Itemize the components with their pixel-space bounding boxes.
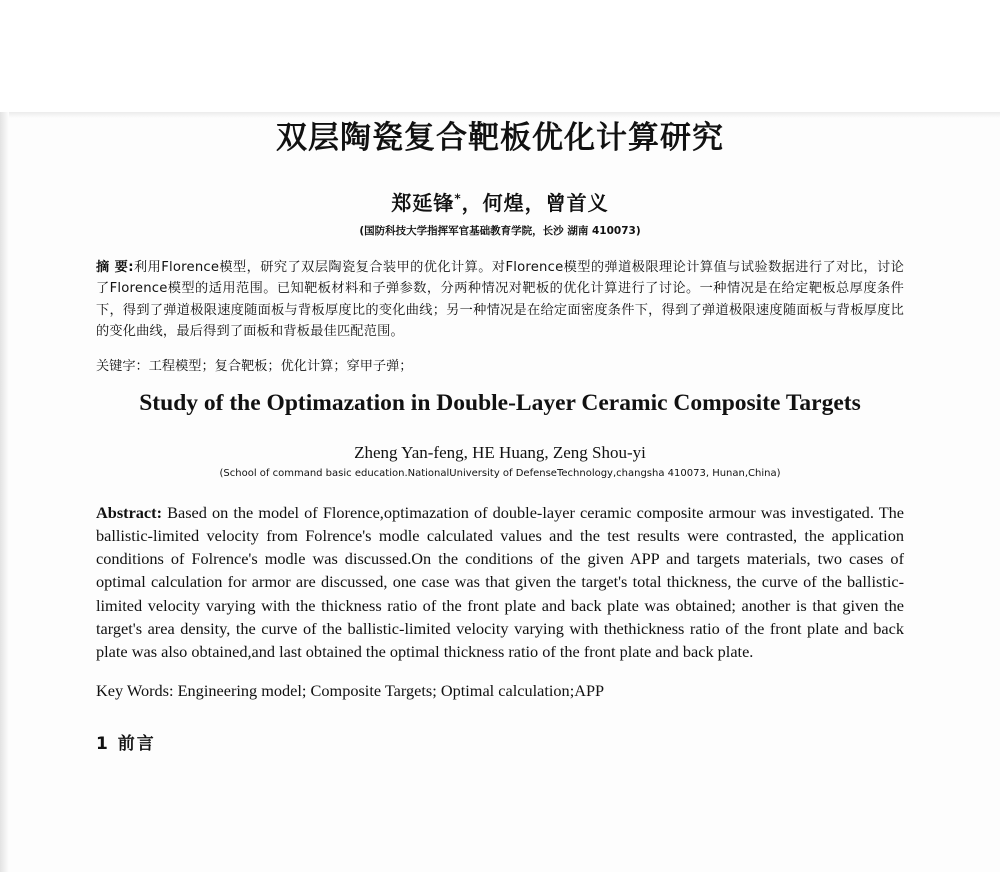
section-1-heading: 1 前言 xyxy=(96,734,156,755)
english-keywords: Key Words: Engineering model; Composite Targets; Optimal calculation;APP xyxy=(96,681,605,701)
chinese-abstract xyxy=(96,257,904,343)
chinese-abstract-label: 摘 要: xyxy=(96,260,134,275)
english-abstract-label: Abstract: xyxy=(96,503,163,522)
chinese-title: 双层陶瓷复合靶板优化计算研究 xyxy=(276,120,724,156)
scan-edge-top xyxy=(0,112,1000,118)
corresponding-author-marker: * xyxy=(454,191,462,206)
chinese-abstract-text: 利用Florence模型，研究了双层陶瓷复合装甲的优化计算。对Florence模型的弹道极限理论计算值与试验数据进行了对比，讨论了Florence模型的适用范围。已知靶板材料和子弹参数，分两种情况对靶板的优化计算进行了讨论。一种情况是在给定靶板总厚度条件下，得到了弹道极限速度随面板与背板厚度比的变化曲线；另一种情况是在给定面密度条件下，得到了弹道极限速度随面板与背板厚度比的变化曲线，最后得到了面板和背板最佳匹配范围。 xyxy=(96,260,904,340)
english-abstract xyxy=(96,501,904,663)
chinese-author-first: 郑延锋 xyxy=(391,191,455,215)
english-authors: Zheng Yan-feng, HE Huang, Zeng Shou-yi xyxy=(354,443,646,462)
chinese-affiliation: (国防科技大学指挥军官基础教育学院，长沙 湖南 410073) xyxy=(359,225,641,237)
chinese-authors xyxy=(96,187,904,216)
english-abstract-text: Based on the model of Florence,optimazation of double-layer ceramic composite armour was investigated. The ballistic-limited velocity from Folrence's modle calculated values and the test results were contrasted, the application conditions of Folrence's modle was discussed.On the conditions of the given APP and targets materials, two cases of optimal calculation for armor are discussed, one case was that given the target's total thickness, the curve of the ballistic-limited velocity varying with the thickness ratio of the front plate and back plate was obtained; another is that given the target's area density, the curve of the ballistic-limited velocity varying with thethickness ratio of the front plate and back plate was also obtained,and last obtained the optimal thickness ratio of the front plate and back plate. xyxy=(96,503,905,661)
english-affiliation: (School of command basic education.NationalUniversity of DefenseTechnology,changsha 410073, Hunan,China) xyxy=(219,468,781,479)
scan-edge-left xyxy=(0,112,9,872)
paper-page xyxy=(0,112,1000,872)
chinese-keywords: 关键字：工程模型；复合靶板；优化计算；穿甲子弹； xyxy=(96,358,413,374)
chinese-authors-rest: ，何煌，曾首义 xyxy=(461,191,609,215)
english-title: Study of the Optimazation in Double-Layer Ceramic Composite Targets xyxy=(139,390,861,416)
